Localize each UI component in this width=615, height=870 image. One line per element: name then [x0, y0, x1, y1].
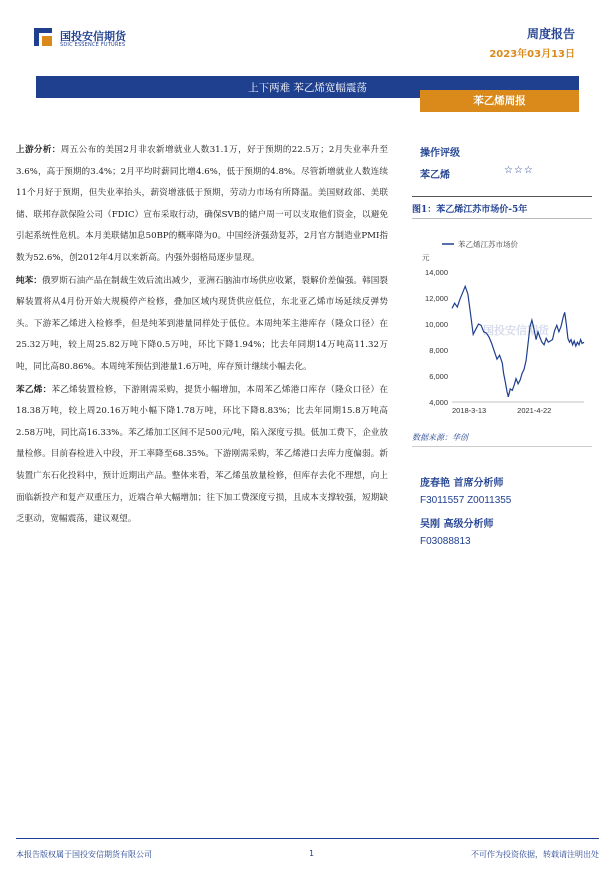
- y-axis-unit: 元: [422, 253, 430, 262]
- footer-divider: [16, 838, 599, 839]
- footer-disclaimer: 不可作为投资依据，转载请注明出处: [471, 850, 599, 859]
- paragraph-benzene: [16, 271, 388, 379]
- analyst-name: 吴刚 高级分析师: [420, 519, 494, 530]
- footer-copyright: 本报告版权属于国投安信期货有限公司: [16, 850, 152, 859]
- report-body: [16, 140, 388, 531]
- analyst-2: [420, 515, 493, 530]
- rating-title: 操作评级: [420, 148, 460, 159]
- page-number: 1: [309, 849, 315, 858]
- price-chart: [412, 236, 592, 426]
- paragraph-text: 俄罗斯石油产品在制裁生效后流出减少，亚洲石脑油市场供应收紧，裂解价差偏强。韩国裂解装置将从4月份开始大规模停产检修，叠加区域内现货供应低位，东北亚乙烯市场延续反弹势头。下游苯乙烯进入检修季，但是纯苯到港量同样处于低位。本周纯苯主港库存（隆众口径）在25.32万吨，较上周25.82万吨下降0.5万吨，环比下降1.94%；比去年同期14万吨高11.32万吨，同比高80.86%。本周纯苯预估到港量1.6万吨，库存预计继续小幅去化。: [16, 275, 388, 372]
- paragraph-styrene: [16, 380, 388, 531]
- analyst-license: F3011557 Z0011355: [420, 495, 512, 506]
- divider: [412, 446, 592, 447]
- analyst-1: [420, 474, 503, 489]
- logo-text: 国投安信期货: [60, 30, 126, 43]
- analyst-name: 庞春艳 首席分析师: [420, 478, 504, 489]
- series-line: [452, 286, 584, 397]
- rating-product: 苯乙烯: [420, 170, 450, 181]
- legend-label: 苯乙烯江苏市场价: [458, 240, 518, 249]
- report-tag: [420, 90, 579, 112]
- y-tick-label: 8,000: [429, 346, 448, 355]
- watermark: [483, 323, 550, 337]
- logo-subtext: SDIC ESSENCE FUTURES: [60, 42, 126, 48]
- y-tick-label: 12,000: [425, 294, 448, 303]
- x-tick-label: 2021-4-22: [517, 406, 552, 415]
- report-type: 周度报告: [526, 27, 575, 41]
- logo-mark-icon: [32, 26, 54, 48]
- divider: [412, 218, 592, 219]
- report-tag-label: 苯乙烯周报: [473, 95, 526, 107]
- paragraph-text: 苯乙烯装置检修，下游刚需采购，提货小幅增加，本周苯乙烯港口库存（隆众口径）在18.38万吨，较上周20.16万吨小幅下降1.78万吨，环比下降8.83%；比去年同期15.8万吨高2.58万吨，同比高16.33%。苯乙烯加工区间不足500元/吨，陷入深度亏损。低加工费下，企业放量检修。目前春检进入中段，开工率降至68.35%。下游刚需采购，苯乙烯港口去库力度偏弱。新装置广东石化投料中，预计近期出产品。整体来看，苯乙烯虽放量检修，但库存去化不理想，向上面临新投产和复产双重压力，近端合单大幅增加；往下加工费深度亏损，且成本支撑较强，短期缺乏驱动，宽幅震荡，建议观望。: [16, 384, 388, 525]
- x-tick-label: 2018-3-13: [452, 406, 487, 415]
- svg-text:国投安信期货: 国投安信期货: [483, 324, 549, 337]
- y-tick-label: 10,000: [425, 320, 448, 329]
- paragraph-lead: 纯苯：: [16, 275, 42, 286]
- rating-stars: ☆☆☆: [504, 165, 534, 176]
- data-source: 数据来源：华创: [412, 433, 468, 442]
- report-date: 2023年03月13日: [489, 49, 575, 60]
- figure-title: 图1：苯乙烯江苏市场价-5年: [412, 205, 528, 215]
- y-tick-label: 6,000: [429, 372, 448, 381]
- paragraph-upstream: [16, 140, 388, 270]
- analyst-2-id: [420, 536, 471, 547]
- company-logo: [32, 26, 162, 52]
- paragraph-lead: 苯乙烯：: [16, 384, 52, 395]
- analyst-license: F03088813: [420, 536, 471, 547]
- y-tick-label: 14,000: [425, 268, 448, 277]
- y-tick-label: 4,000: [429, 398, 448, 407]
- paragraph-text: 周五公布的美国2月非农新增就业人数31.1万，好于预期的22.5万；2月失业率升至3.6%，高于预期的3.4%；2月平均时薪同比增4.6%，低于预期的4.8%。尽管新增就业人数连续11个月好于预期，但失业率抬头，薪资增涨低于预期，劳动力市场有所降温。美国财政部、美联储、联邦存款保险公司（FDIC）宣布采取行动，确保SVB的储户周一可以支取他们资金，以避免引起系统性危机。本月美联储加息50BP的概率降为0。中国经济强劲复苏，2月官方制造业PMI指数为52.6%，创2012年4月以来新高。内强外弱格局逐步显现。: [16, 145, 388, 263]
- paragraph-lead: 上游分析：: [16, 145, 61, 155]
- analyst-1-id: [420, 495, 511, 506]
- divider: [412, 196, 592, 197]
- report-headline: 上下两难 苯乙烯宽幅震荡: [248, 82, 367, 94]
